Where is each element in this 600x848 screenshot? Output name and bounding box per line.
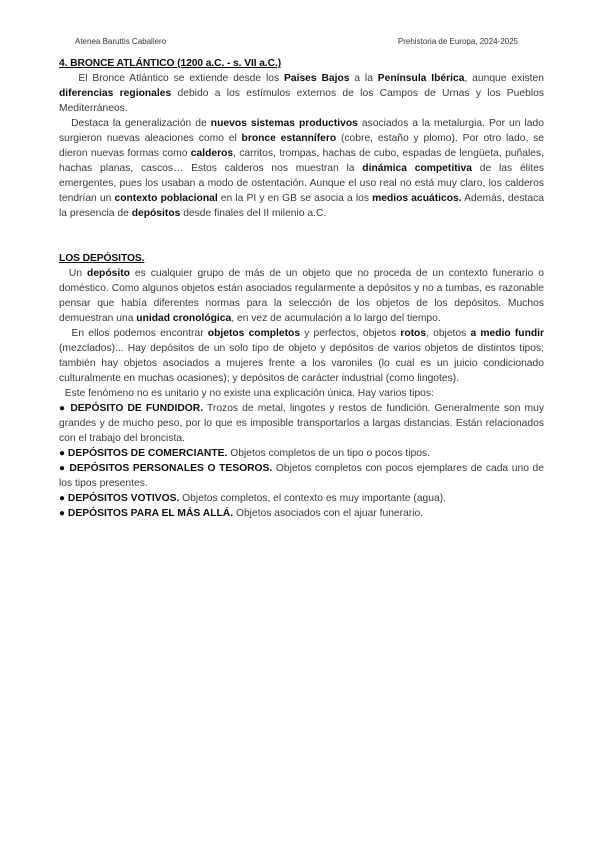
text-run: en la PI y en GB se asocia a los <box>217 193 373 204</box>
bold-term: bronce estannífero <box>241 133 337 144</box>
text-run: (mezclados)... Hay depósitos de un solo tipo de objeto y depósitos de varios objetos de distintos tipos; también hay objetos asociados a mujeres frente a los varoniles (lo cual es un juicio condicionado culturalmente en muchas ocasiones); y depósitos de carácter industrial (como lingotes). <box>59 343 544 384</box>
text-run: , aunque existen <box>464 73 544 84</box>
text-run: es cualquier grupo de más de un objeto que no proceda de un contexto funerario o doméstico. Como algunos objetos están asociados regularmente a depósitos y no a tumbas, es razonable pensar que había diferentes normas para la selección de los objetos de los depósitos. Muchos demuestran una <box>59 268 544 324</box>
section-spacer <box>59 221 544 251</box>
bullet-icon: ● <box>59 463 66 474</box>
section-heading-depositos: LOS DEPÓSITOS. <box>59 253 145 264</box>
bold-term: unidad cronológica <box>136 313 232 324</box>
list-item-deposito-mas-alla <box>59 506 544 521</box>
bullet-icon: ● <box>59 403 67 414</box>
text-run: , carritos, trompas, hachas de cubo, espadas de lengüeta, puñales, hachas planas, cascos… Estos calderos nos muestran la <box>59 148 545 174</box>
text-run: Destaca la generalización de <box>71 118 211 129</box>
paragraph-deposito-definicion <box>59 266 544 326</box>
bold-term: dinámica competitiva <box>362 163 472 174</box>
course-name: Prehistoria de Europa, 2024-2025 <box>397 37 518 46</box>
bold-term: calderos <box>190 148 234 159</box>
text-run: Un <box>68 268 88 279</box>
bullet-text: Objetos completos, el contexto es muy importante (agua). <box>179 493 447 504</box>
list-item-deposito-comerciante <box>59 446 544 461</box>
text-run: (cobre, estaño y plomo). Por otro lado, se dieron nuevas formas como <box>59 133 544 159</box>
list-item-deposito-fundidor <box>59 401 544 446</box>
bold-term: depósito <box>87 268 130 279</box>
bold-term: nuevos sistemas productivos <box>210 118 358 129</box>
text-run: , en vez de acumulación a lo largo del tiempo. <box>231 313 441 324</box>
page-header <box>75 37 518 46</box>
text-run: En ellos podemos encontrar <box>71 328 208 339</box>
paragraph-deposito-contenido <box>59 326 544 386</box>
document-body <box>59 56 544 521</box>
bold-term: medios acuáticos. <box>372 193 462 204</box>
paragraph-bronce-intro <box>59 71 544 116</box>
text-run: y perfectos, objetos <box>300 328 401 339</box>
bullet-icon: ● <box>59 508 66 519</box>
author-name: Atenea Baruttis Caballero <box>75 37 167 46</box>
bullet-label: DEPÓSITOS PERSONALES O TESOROS. <box>69 463 273 474</box>
text-run: desde finales del II milenio a.C. <box>180 208 327 219</box>
bold-term: contexto poblacional <box>114 193 218 204</box>
bold-term: diferencias regionales <box>59 88 172 99</box>
bullet-text: Objetos completos de un tipo o pocos tipos. <box>227 448 430 459</box>
text-run: Este fenómeno no es unitario y no existe una explicación única. Hay varios tipos: <box>64 388 434 399</box>
text-run: debido a los estímulos externos de los Campos de Urnas y los Pueblos Mediterráneos. <box>59 88 544 114</box>
bold-term: a medio fundir <box>470 328 545 339</box>
bullet-text: Objetos asociados con el ajuar funerario. <box>233 508 424 519</box>
paragraph-bronce-metalurgia <box>59 116 544 221</box>
text-run: El Bronce Atlántico se extiende desde los <box>78 73 284 84</box>
bullet-icon: ● <box>59 448 66 459</box>
bold-term: rotos <box>400 328 427 339</box>
list-item-deposito-votivos <box>59 491 544 506</box>
bullet-label: DEPÓSITOS VOTIVOS. <box>67 493 180 504</box>
bullet-text: Objetos completos con pocos ejemplares de cada uno de los tipos presentes. <box>59 463 544 489</box>
paragraph-deposito-tipos-intro <box>59 386 544 401</box>
bold-term: Países Bajos <box>283 73 350 84</box>
text-run: asociados a la metalurgia. Por un lado surgieron nuevas aleaciones como el <box>59 118 544 144</box>
bold-term: Península Ibérica <box>377 73 465 84</box>
list-item-deposito-personales <box>59 461 544 491</box>
bullet-label: DEPÓSITOS PARA EL MÁS ALLÁ. <box>67 508 234 519</box>
bullet-label: DEPÓSITOS DE COMERCIANTE. <box>67 448 228 459</box>
bullet-text: Trozos de metal, lingotes y restos de fundición. Generalmente son muy grandes y de mucho peso, por lo que es imposible transportarlos a largas distancias. Están relacionados con el trabajo del broncista. <box>59 403 544 444</box>
bold-term: objetos completos <box>207 328 301 339</box>
bold-term: depósitos <box>131 208 181 219</box>
section-heading-bronce-atlantico: 4. BRONCE ATLÁNTICO (1200 a.C. - s. VII a.C.) <box>59 58 282 69</box>
bullet-icon: ● <box>59 493 66 504</box>
text-run: Además, destaca la presencia de <box>59 193 544 219</box>
text-run: , objetos <box>426 328 471 339</box>
text-run: de las élites emergentes, pues los usaban a modo de ostentación. Aunque el uso real no está muy claro, los calderos tendrían un <box>59 163 544 204</box>
text-run: a la <box>349 73 378 84</box>
bullet-label: DEPÓSITO DE FUNDIDOR. <box>70 403 204 414</box>
